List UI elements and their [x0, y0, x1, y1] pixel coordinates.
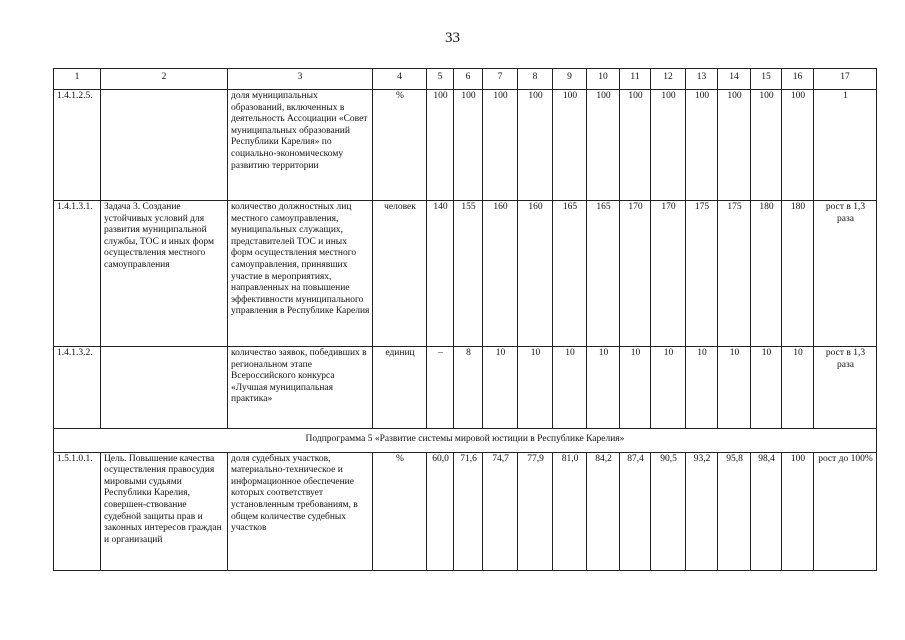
value-cell: 87,4 — [620, 452, 651, 570]
value-cell: 90,5 — [651, 452, 686, 570]
subprogram-row — [54, 429, 877, 453]
indicator-code: 1.5.1.0.1. — [54, 452, 101, 570]
column-number: 4 — [373, 69, 427, 90]
unit-cell: единиц — [373, 347, 427, 429]
value-cell: 10 — [782, 347, 814, 429]
value-cell: 77,9 — [518, 452, 553, 570]
value-cell: 10 — [751, 347, 782, 429]
goal-cell — [101, 347, 228, 429]
value-cell: 100 — [587, 90, 620, 201]
table-row — [54, 452, 877, 570]
value-cell: 10 — [651, 347, 686, 429]
table-row — [54, 90, 877, 201]
value-cell: 155 — [454, 201, 483, 347]
value-cell: 10 — [483, 347, 518, 429]
value-cell: 160 — [483, 201, 518, 347]
indicator-name: количество должностных лиц местного самоуправления, муниципальных служащих, представителей ТОС и иных форм осуществления местного самоуправления, принявших участие в мероприятиях, направленных на повышение эффективности муниципального управления в Республике Карелия — [228, 201, 373, 347]
value-cell: 140 — [427, 201, 454, 347]
column-number: 9 — [553, 69, 587, 90]
indicator-code: 1.4.1.3.1. — [54, 201, 101, 347]
column-number: 14 — [718, 69, 751, 90]
indicator-name: доля судебных участков, материально-техническое и информационное обеспечение которых соответствует установленным требованиям, в общем количестве судебных участков — [228, 452, 373, 570]
column-number: 17 — [814, 69, 877, 90]
column-number: 8 — [518, 69, 553, 90]
value-cell: 180 — [782, 201, 814, 347]
goal-cell: Задача 3. Создание устойчивых условий для развития муниципальной службы, ТОС и иных форм осуществления местного самоуправления — [101, 201, 228, 347]
value-cell: 180 — [751, 201, 782, 347]
column-number: 10 — [587, 69, 620, 90]
value-cell: 100 — [483, 90, 518, 201]
table-row — [54, 347, 877, 429]
value-cell: 93,2 — [686, 452, 718, 570]
indicator-name: количество заявок, победивших в региональном этапе Всероссийского конкурса «Лучшая муниципальная практика» — [228, 347, 373, 429]
unit-cell: % — [373, 452, 427, 570]
unit-cell: % — [373, 90, 427, 201]
value-cell: 98,4 — [751, 452, 782, 570]
target-cell: рост в 1,3 раза — [814, 347, 877, 429]
value-cell: 100 — [620, 90, 651, 201]
value-cell: 95,8 — [718, 452, 751, 570]
value-cell: 100 — [518, 90, 553, 201]
value-cell: 10 — [587, 347, 620, 429]
value-cell: 10 — [718, 347, 751, 429]
column-number: 7 — [483, 69, 518, 90]
page-number: 33 — [445, 30, 460, 46]
value-cell: 71,6 — [454, 452, 483, 570]
value-cell: 175 — [686, 201, 718, 347]
value-cell: 100 — [782, 90, 814, 201]
value-cell: 170 — [620, 201, 651, 347]
value-cell: 8 — [454, 347, 483, 429]
value-cell: 100 — [427, 90, 454, 201]
value-cell: 10 — [686, 347, 718, 429]
column-number: 6 — [454, 69, 483, 90]
value-cell: 100 — [651, 90, 686, 201]
column-number: 2 — [101, 69, 228, 90]
value-cell: 100 — [454, 90, 483, 201]
column-number: 16 — [782, 69, 814, 90]
value-cell: 60,0 — [427, 452, 454, 570]
value-cell: 81,0 — [553, 452, 587, 570]
subprogram-title: Подпрограмма 5 «Развитие системы мировой юстиции в Республике Карелия» — [54, 429, 877, 453]
column-number: 3 — [228, 69, 373, 90]
indicators-table — [53, 68, 877, 571]
value-cell: 165 — [587, 201, 620, 347]
value-cell: 10 — [518, 347, 553, 429]
column-number: 1 — [54, 69, 101, 90]
value-cell: 175 — [718, 201, 751, 347]
goal-cell — [101, 90, 228, 201]
table-header-row — [54, 69, 877, 90]
target-cell: 1 — [814, 90, 877, 201]
value-cell: 10 — [553, 347, 587, 429]
value-cell: 74,7 — [483, 452, 518, 570]
indicator-name: доля муниципальных образований, включенных в деятельность Ассоциации «Совет муниципальных образований Республики Карелия» по социально-экономическому развитию территории — [228, 90, 373, 201]
unit-cell: человек — [373, 201, 427, 347]
column-number: 5 — [427, 69, 454, 90]
value-cell: 170 — [651, 201, 686, 347]
value-cell: 160 — [518, 201, 553, 347]
value-cell: 100 — [782, 452, 814, 570]
indicator-code: 1.4.1.2.5. — [54, 90, 101, 201]
value-cell: 10 — [620, 347, 651, 429]
value-cell: 165 — [553, 201, 587, 347]
value-cell: 100 — [751, 90, 782, 201]
value-cell: 84,2 — [587, 452, 620, 570]
column-number: 15 — [751, 69, 782, 90]
target-cell: рост в 1,3 раза — [814, 201, 877, 347]
column-number: 12 — [651, 69, 686, 90]
value-cell: 100 — [553, 90, 587, 201]
column-number: 11 — [620, 69, 651, 90]
goal-cell: Цель. Повышение качества осуществления правосудия мировыми судьями Республики Карелия, совершен-ствование судебной защиты прав и законных интересов граждан и организаций — [101, 452, 228, 570]
value-cell: 100 — [686, 90, 718, 201]
target-cell: рост до 100% — [814, 452, 877, 570]
value-cell: 100 — [718, 90, 751, 201]
indicator-code: 1.4.1.3.2. — [54, 347, 101, 429]
value-cell: – — [427, 347, 454, 429]
table-row — [54, 201, 877, 347]
column-number: 13 — [686, 69, 718, 90]
